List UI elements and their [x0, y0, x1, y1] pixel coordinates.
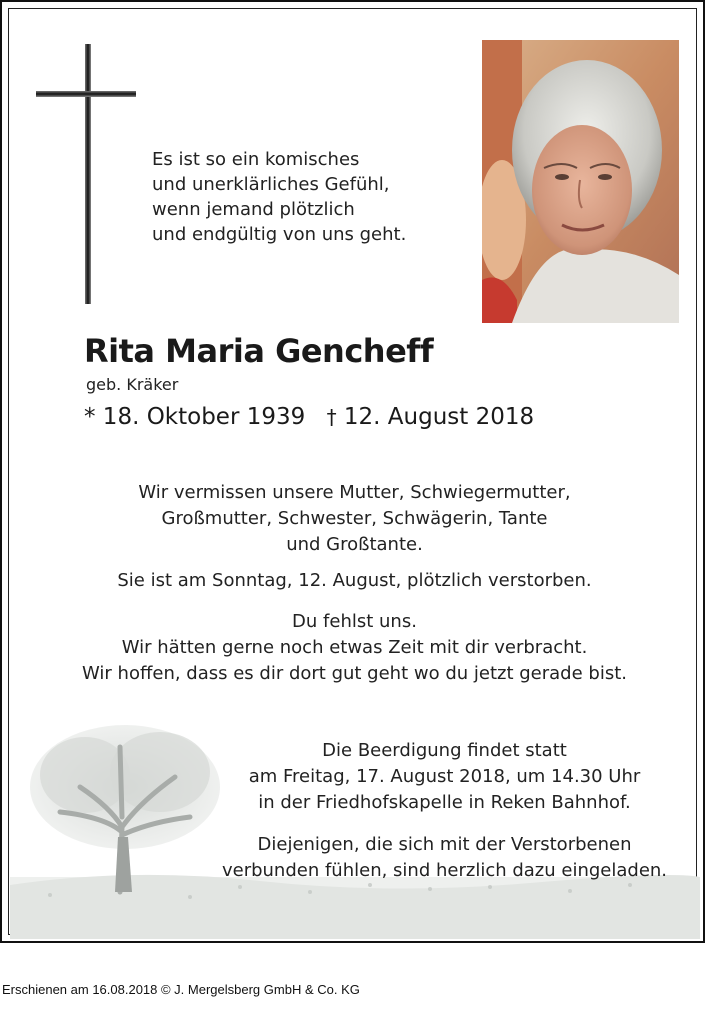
message-line: und Großtante.: [286, 534, 423, 555]
quote-line: und endgültig von uns geht.: [152, 224, 407, 245]
message-line: Sie ist am Sonntag, 12. August, plötzlich verstorben.: [117, 570, 592, 591]
message-line: Wir vermissen unsere Mutter, Schwiegermutter,: [138, 482, 571, 503]
invitation-line: Diejenigen, die sich mit der Verstorbenen: [257, 834, 632, 855]
cross-icon: [32, 42, 142, 307]
message-line: Du fehlst uns.: [292, 611, 417, 632]
message-line: Wir hätten gerne noch etwas Zeit mit dir verbracht.: [121, 637, 588, 658]
portrait-photo: [482, 40, 679, 323]
funeral-line: in der Friedhofskapelle in Reken Bahnhof.: [258, 792, 631, 813]
quote-line: wenn jemand plötzlich: [152, 199, 355, 220]
birth-date: * 18. Oktober 1939: [84, 404, 306, 430]
message-line: Großmutter, Schwester, Schwägerin, Tante: [161, 508, 548, 529]
quote-line: und unerklärliches Gefühl,: [152, 174, 390, 195]
funeral-line: am Freitag, 17. August 2018, um 14.30 Uhr: [248, 766, 641, 787]
message-line: Wir hoffen, dass es dir dort gut geht wo du jetzt gerade bist.: [82, 663, 627, 684]
quote-line: Es ist so ein komisches: [152, 149, 360, 170]
personal-message: [2, 609, 705, 687]
family-message: [2, 480, 705, 558]
death-notice: [2, 568, 705, 594]
life-dates: [84, 404, 534, 430]
dagger-symbol: †: [326, 405, 337, 429]
funeral-line: Die Beerdigung findet statt: [322, 740, 567, 761]
maiden-name: geb. Kräker: [86, 375, 179, 394]
invitation-line: verbunden fühlen, sind herzlich dazu eingeladen.: [221, 860, 668, 881]
publication-footer: Erschienen am 16.08.2018 © J. Mergelsberg GmbH & Co. KG: [2, 982, 360, 997]
invitation-text: [202, 832, 687, 884]
death-date: 12. August 2018: [343, 404, 535, 430]
deceased-name: Rita Maria Gencheff: [84, 332, 434, 370]
funeral-info: [202, 738, 687, 816]
quote-text: [152, 147, 406, 247]
